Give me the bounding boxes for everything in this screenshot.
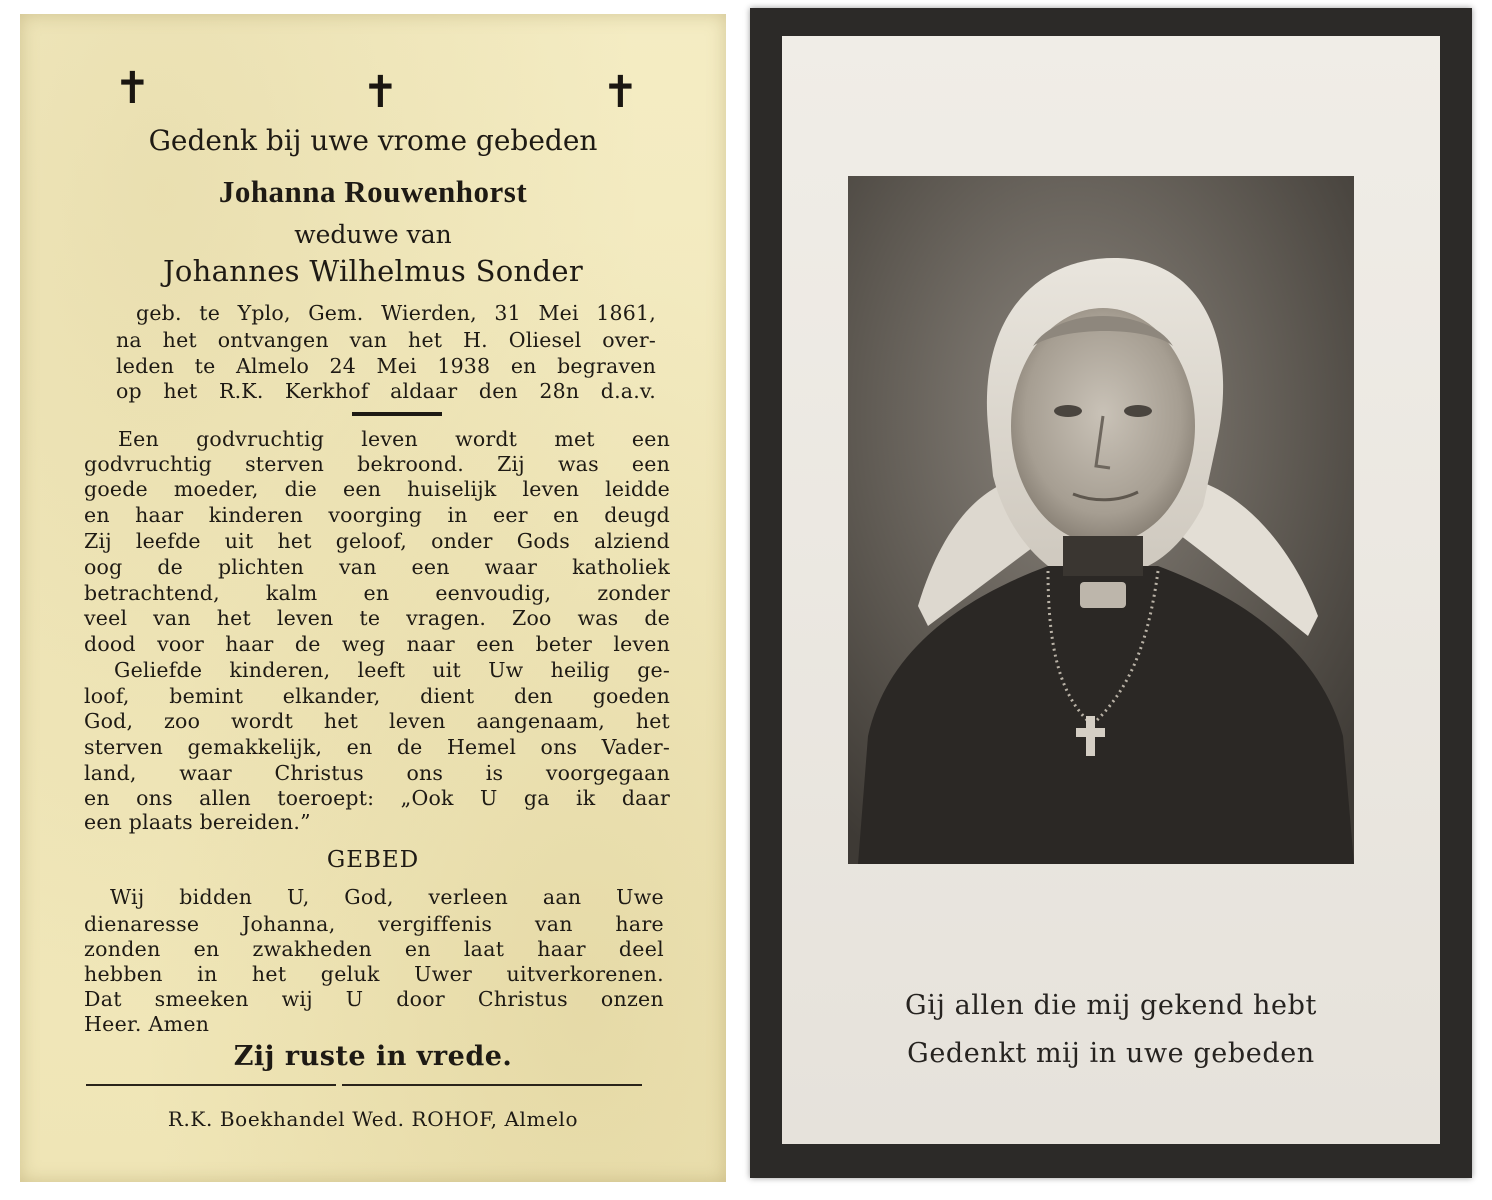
paragraph-line: God, zoo wordt het leven aangenaam, het [84,709,670,733]
paragraph-line: loof, bemint elkander, dient den goeden [84,684,670,708]
cross-icon: ✝ [362,67,399,118]
bio-line: op het R.K. Kerkhof aldaar den 28n d.a.v. [116,379,656,403]
footer-divider [342,1084,642,1086]
cross-icon: ✝ [602,67,639,118]
prayer-title: GEBED [326,847,420,873]
husband-name: Johannes Wilhelmus Sonder [163,254,583,288]
paragraph-line: land, waar Christus ons is voorgegaan [84,761,670,785]
rest-in-peace-line: Zij ruste in vrede. [233,1041,513,1072]
memorial-card-photo-side [750,8,1472,1178]
paragraph-line: een plaats bereiden.” [84,810,311,834]
prayer-line: Dat smeeken wij U door Christus onzen [84,987,664,1011]
paragraph-line: veel van het leven te vragen. Zoo was de [84,606,670,630]
prayer-line: zonden en zwakheden en laat haar deel [84,937,664,961]
portrait-photo [848,176,1354,864]
deceased-name: Johanna Rouwenhorst [218,174,528,209]
paragraph-line: sterven gemakkelijk, en de Hemel ons Vader- [84,735,670,759]
bio-line: na het ontvangen van het H. Oliesel over- [116,328,656,352]
verse-line: Gedenkt mij in uwe gebeden [907,1038,1315,1069]
paragraph-line: Een godvruchtig leven wordt met een [118,427,670,451]
cross-row [110,64,650,118]
paragraph-line: Zij leefde uit het geloof, onder Gods alziend [84,529,670,553]
bio-line: leden te Almelo 24 Mei 1938 en begraven [116,354,656,378]
paragraph-line: Geliefde kinderen, leeft uit Uw heilig ge- [114,658,670,682]
paragraph-line: dood voor haar de weg naar een beter leven [84,632,670,656]
prayer-line: hebben in het geluk Uwer uitverkorenen. [84,962,664,986]
paragraph-line: oog de plichten van een waar katholiek [84,555,670,579]
photo-card-paper [782,36,1440,1144]
prayer-line: dienaresse Johanna, vergiffenis van hare [84,912,664,936]
footer-divider [86,1084,336,1086]
paragraph-line: en ons allen toeroept: „Ook U ga ik daar [84,786,670,810]
portrait-woman-icon [848,176,1354,864]
paragraph-line: en haar kinderen voorging in eer en deugd [84,503,670,527]
paragraph-line: goede moeder, die een huiselijk leven leidde [84,477,670,501]
memorial-card-text-side [20,14,726,1182]
prayer-line: Heer. Amen [84,1012,210,1036]
bio-line: geb. te Yplo, Gem. Wierden, 31 Mei 1861, [136,301,656,325]
divider [352,412,442,416]
prayer-line: Wij bidden U, God, verleen aan Uwe [110,885,664,909]
paragraph-line: godvruchtig sterven bekroond. Zij was een [84,452,670,476]
printer-imprint: R.K. Boekhandel Wed. ROHOF, Almelo [167,1107,579,1131]
widow-of-label: weduwe van [294,220,452,249]
verse-line: Gij allen die mij gekend hebt [905,990,1317,1021]
paragraph-line: betrachtend, kalm en eenvoudig, zonder [84,581,670,605]
cross-icon: ✝ [114,63,151,114]
card-heading: Gedenk bij uwe vrome gebeden [148,124,598,157]
